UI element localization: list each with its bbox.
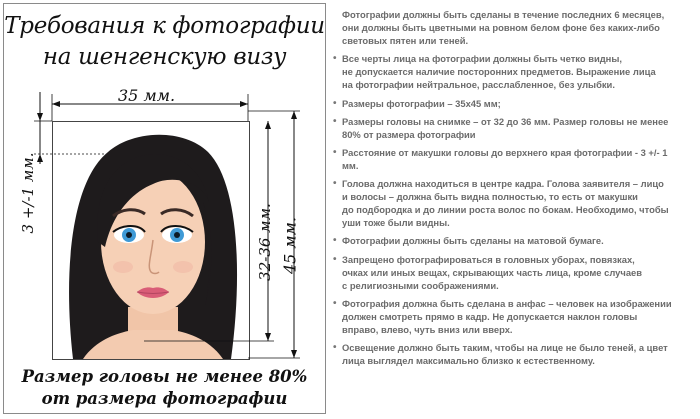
- requirement-item: [333, 297, 697, 336]
- dimension-photo-height: 45 мм.: [280, 216, 300, 275]
- dimension-width: 35 мм.: [118, 86, 176, 105]
- requirement-line: Голова должна находиться в центре кадра. Голова заявителя – лицо: [342, 178, 664, 190]
- bullet-icon: •: [333, 342, 337, 354]
- requirement-line: должен смотреть прямо в кадр. Не допускается наклон головы: [342, 310, 638, 322]
- requirement-line: Фотографии должны быть сделаны в течение последних 6 месяцев,: [342, 9, 665, 20]
- requirement-line: уши тоже были видны.: [342, 217, 450, 229]
- requirement-line: Фотография должна быть сделана в анфас – человек на изображении: [342, 297, 672, 309]
- requirement-line: световых пятен или теней.: [342, 35, 469, 47]
- requirement-line: Все черты лица на фотографии должны быть четко видны,: [342, 53, 622, 65]
- bullet-icon: •: [333, 97, 337, 109]
- requirement-line: мм.: [342, 159, 359, 171]
- requirement-item: [333, 341, 697, 367]
- dimension-crown-gap: 3 +/-1 мм.: [19, 152, 37, 234]
- caption-line-2: от размера фотографии: [41, 389, 288, 408]
- requirement-item: [333, 253, 697, 292]
- requirement-item: [333, 52, 697, 91]
- requirement-line: не допускается наличие посторонних предметов. Выражение лица: [342, 66, 656, 78]
- dimension-head-height: 32-36 мм.: [256, 203, 274, 281]
- requirements-illustration: [3, 3, 326, 414]
- title-line-1: Требования к фотографии: [4, 13, 325, 39]
- bullet-icon: •: [333, 115, 337, 127]
- dimension-lines: [4, 4, 325, 413]
- requirement-line: и волосы – должна быть видна полностью, то есть от макушки: [342, 191, 638, 203]
- requirement-line: лица выглядел максимально близко к естественному.: [342, 355, 595, 367]
- requirement-line: на фотографии нейтральное, расслабленное, без улыбки.: [342, 79, 615, 91]
- bullet-icon: •: [333, 297, 337, 309]
- bullet-icon: •: [333, 53, 337, 65]
- requirement-line: Запрещено фотографироваться в головных уборах, повязках,: [342, 253, 635, 265]
- requirement-item: [333, 146, 697, 172]
- requirement-line: Размеры фотографии – 35х45 мм;: [342, 97, 501, 109]
- requirement-item: [333, 177, 697, 229]
- requirement-item: [333, 97, 697, 110]
- requirement-line: Расстояние от макушки головы до верхнего края фотографии - 3 +/- 1: [342, 146, 668, 158]
- requirement-item: [333, 8, 697, 47]
- requirement-line: с религиозными соображениями.: [342, 279, 499, 291]
- caption-line-1: Размер головы не менее 80%: [21, 367, 308, 386]
- bullet-icon: •: [333, 146, 337, 158]
- requirement-line: 80% от размера фотографии: [342, 128, 476, 140]
- title-line-2: на шенгенскую визу: [42, 44, 287, 70]
- bullet-icon: •: [333, 235, 337, 247]
- requirement-item: [333, 115, 697, 141]
- requirement-item: [333, 234, 697, 247]
- requirement-line: Размеры головы на снимке – от 32 до 36 мм. Размер головы не менее: [342, 115, 669, 127]
- requirement-line: они должны быть цветными на ровном белом фоне без каких-либо: [342, 22, 660, 34]
- requirement-line: Фотографии должны быть сделаны на матовой бумаге.: [342, 235, 604, 247]
- requirement-line: до подбородка и до линии роста волос по бокам. Необходимо, чтобы: [342, 204, 669, 216]
- bullet-icon: •: [333, 178, 337, 190]
- requirement-line: вправо, влево, чуть вниз или вверх.: [342, 323, 513, 335]
- requirement-line: Освещение должно быть таким, чтобы на лице не было теней, а цвет: [342, 342, 668, 354]
- requirement-line: очках или иных вещах, скрывающих часть лица, кроме случаев: [342, 266, 643, 278]
- bullet-icon: •: [333, 253, 337, 265]
- requirements-list: [333, 8, 697, 372]
